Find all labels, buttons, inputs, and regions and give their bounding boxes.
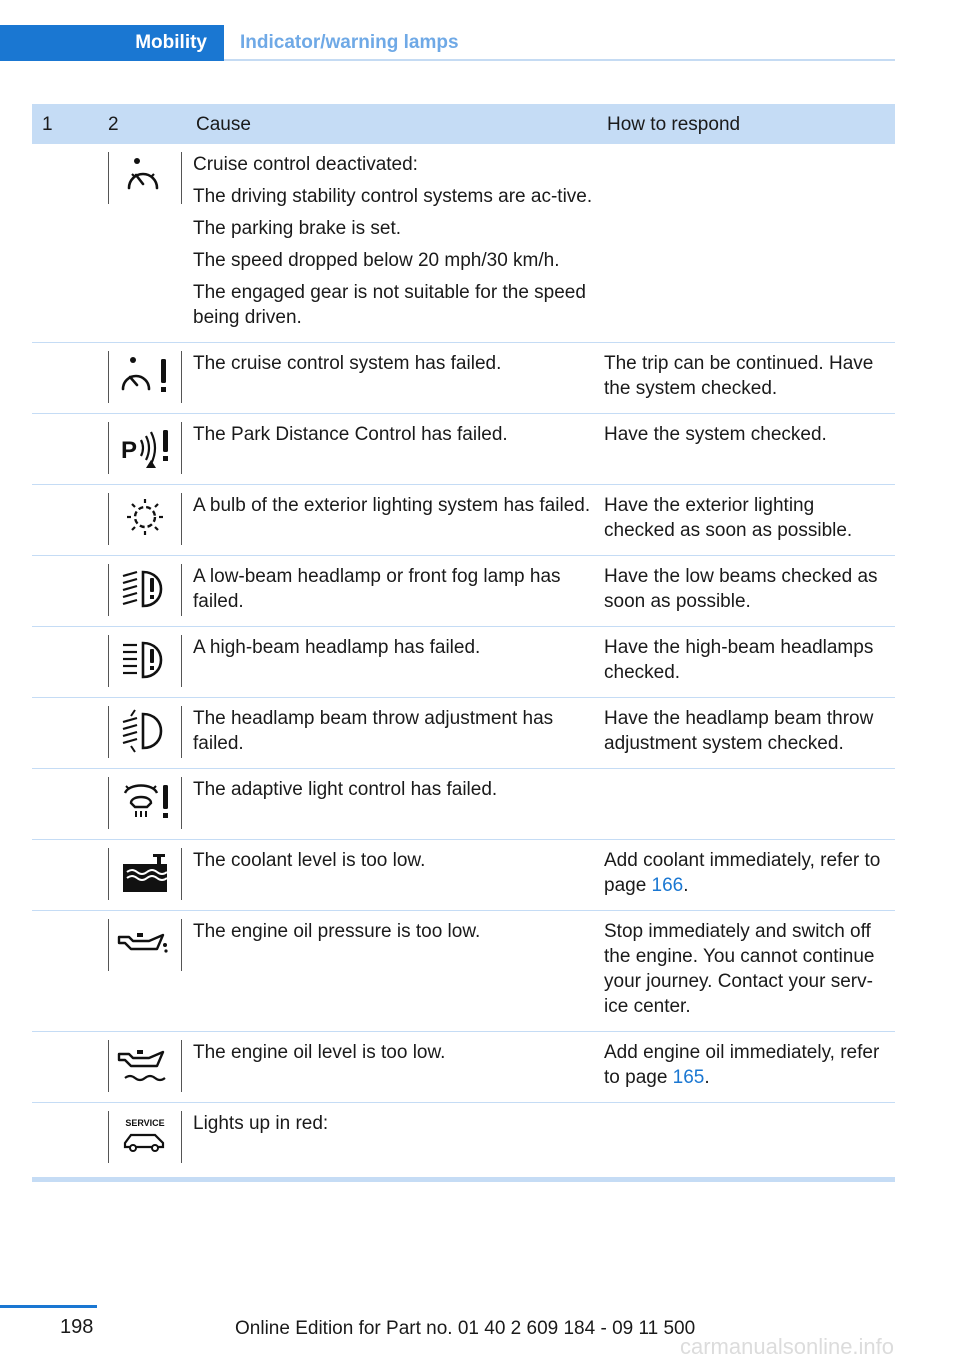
empty-cell bbox=[32, 769, 102, 840]
cause-text: A low-beam headlamp or front fog lamp has failed. bbox=[193, 566, 561, 612]
cruise-control-icon bbox=[108, 152, 182, 204]
empty-cell bbox=[32, 414, 102, 485]
column-header: 1 bbox=[32, 104, 102, 144]
indicator-lamps-table bbox=[32, 104, 895, 1182]
adaptive-light-warning-icon bbox=[108, 777, 182, 829]
cause-text: The headlamp beam throw adjustment has failed. bbox=[193, 708, 554, 754]
header-rule bbox=[224, 59, 895, 61]
cause-text: A high-beam headlamp has failed. bbox=[193, 637, 481, 658]
cause-cell bbox=[188, 769, 599, 840]
table-row bbox=[32, 144, 895, 343]
respond-cell bbox=[599, 840, 895, 911]
table-row bbox=[32, 1103, 895, 1180]
empty-cell bbox=[32, 1103, 102, 1180]
table-row bbox=[32, 698, 895, 769]
respond-cell: Have the low beams checked as soon as possible. bbox=[599, 556, 895, 627]
empty-cell bbox=[32, 144, 102, 343]
cruise-control-warning-icon bbox=[108, 351, 182, 403]
exterior-bulb-failure-icon bbox=[108, 493, 182, 545]
table-row bbox=[32, 840, 895, 911]
respond-cell: Have the headlamp beam throw adjustment system checked. bbox=[599, 698, 895, 769]
cause-text: A bulb of the exterior lighting system has failed. bbox=[193, 495, 591, 516]
high-beam-failure-icon bbox=[108, 635, 182, 687]
empty-cell bbox=[32, 1032, 102, 1103]
cause-text: The speed dropped below 20 mph/30 km/h. bbox=[193, 250, 560, 271]
beam-throw-adjustment-icon bbox=[108, 706, 182, 758]
empty-cell bbox=[32, 556, 102, 627]
subsection-title[interactable]: Indicator/warning lamps bbox=[240, 32, 459, 53]
table-row bbox=[32, 343, 895, 414]
cause-text: The driving stability control systems are ac-tive. bbox=[193, 186, 593, 207]
cause-cell bbox=[188, 840, 599, 911]
respond-text: Add coolant immediately, refer to page bbox=[604, 850, 881, 896]
cause-cell bbox=[188, 556, 599, 627]
service-icon-label: SERVICE bbox=[125, 1118, 165, 1128]
respond-cell: Have the exterior lighting checked as soon as possible. bbox=[599, 485, 895, 556]
low-beam-failure-icon bbox=[108, 564, 182, 616]
footer-accent-bar bbox=[0, 1305, 97, 1308]
page-link[interactable]: 166 bbox=[651, 875, 684, 896]
cause-cell bbox=[188, 414, 599, 485]
oil-pressure-icon bbox=[108, 919, 182, 971]
table-row bbox=[32, 911, 895, 1032]
edition-text: Online Edition for Part no. 01 40 2 609 184 - 09 11 500 bbox=[235, 1318, 696, 1339]
watermark: carmanualsonline.info bbox=[680, 1334, 895, 1359]
empty-cell bbox=[32, 840, 102, 911]
cause-cell bbox=[188, 144, 599, 343]
respond-text: Add engine oil immediately, refer to page bbox=[604, 1042, 880, 1088]
respond-cell: Have the system checked. bbox=[599, 414, 895, 485]
service-icon bbox=[108, 1111, 182, 1163]
column-header: How to respond bbox=[599, 104, 895, 144]
park-distance-control-warning-icon bbox=[108, 422, 182, 474]
cause-cell bbox=[188, 911, 599, 1032]
table-row bbox=[32, 485, 895, 556]
respond-cell bbox=[599, 1103, 895, 1180]
cause-text: The adaptive light control has failed. bbox=[193, 779, 498, 800]
cause-text: The engine oil pressure is too low. bbox=[193, 921, 481, 942]
cause-cell bbox=[188, 1032, 599, 1103]
coolant-level-icon bbox=[108, 848, 182, 900]
respond-cell bbox=[599, 144, 895, 343]
empty-cell bbox=[32, 343, 102, 414]
respond-cell: The trip can be continued. Have the system checked. bbox=[599, 343, 895, 414]
cause-cell bbox=[188, 485, 599, 556]
empty-cell bbox=[32, 627, 102, 698]
table-row bbox=[32, 556, 895, 627]
table-row bbox=[32, 769, 895, 840]
cause-text: The engine oil level is too low. bbox=[193, 1042, 446, 1063]
respond-cell bbox=[599, 769, 895, 840]
empty-cell bbox=[32, 911, 102, 1032]
column-header: 2 bbox=[102, 104, 188, 144]
oil-level-icon bbox=[108, 1040, 182, 1092]
table-header-row bbox=[32, 104, 895, 144]
empty-cell bbox=[32, 485, 102, 556]
cause-text: Lights up in red: bbox=[193, 1113, 329, 1134]
respond-text-end: . bbox=[683, 875, 689, 896]
table-row bbox=[32, 627, 895, 698]
page-number: 198 bbox=[60, 1316, 94, 1338]
cause-text: The engaged gear is not suitable for the speed being driven. bbox=[193, 282, 586, 328]
empty-cell bbox=[32, 698, 102, 769]
cause-cell bbox=[188, 698, 599, 769]
cause-cell bbox=[188, 343, 599, 414]
cause-text: The coolant level is too low. bbox=[193, 850, 426, 871]
table-row bbox=[32, 414, 895, 485]
cause-text: The Park Distance Control has failed. bbox=[193, 424, 508, 445]
svg-text:P: P bbox=[121, 437, 138, 464]
table-row bbox=[32, 1032, 895, 1103]
cause-text: Cruise control deactivated: bbox=[193, 154, 418, 175]
cause-cell bbox=[188, 1103, 599, 1180]
cause-text: The cruise control system has failed. bbox=[193, 353, 502, 374]
respond-text-end: . bbox=[704, 1067, 710, 1088]
respond-cell bbox=[599, 1032, 895, 1103]
page-link[interactable]: 165 bbox=[672, 1067, 705, 1088]
respond-cell: Have the high-beam headlamps checked. bbox=[599, 627, 895, 698]
column-header: Cause bbox=[188, 104, 599, 144]
page-header bbox=[0, 25, 895, 61]
section-title[interactable]: Mobility bbox=[0, 25, 224, 61]
cause-text: The parking brake is set. bbox=[193, 218, 402, 239]
respond-cell: Stop immediately and switch off the engine. You cannot continue your journey. Contact your serv-ice center. bbox=[599, 911, 895, 1032]
cause-cell bbox=[188, 627, 599, 698]
